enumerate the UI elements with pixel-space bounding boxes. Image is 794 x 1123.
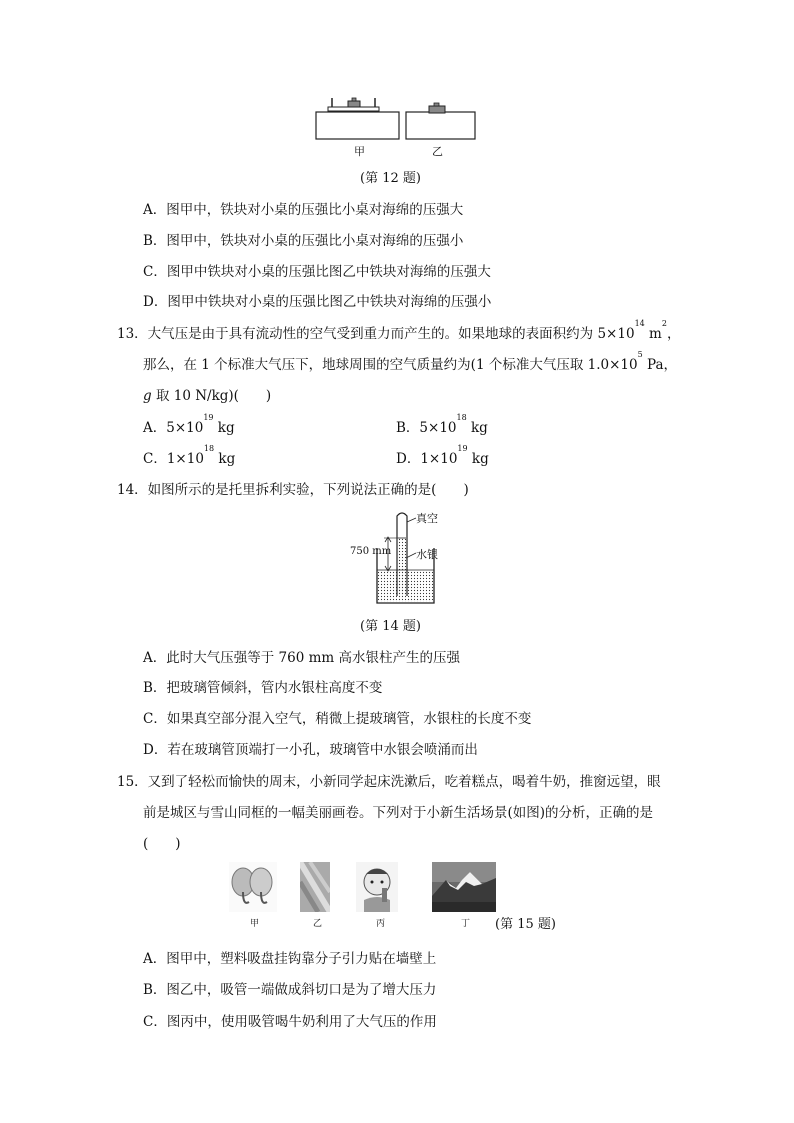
q14-option-a: A．此时大气压强等于 760 mm 高水银柱产生的压强 bbox=[143, 650, 460, 666]
fig12-diagram bbox=[310, 94, 480, 144]
fig15-label-ding: 丁 bbox=[461, 919, 471, 929]
fig15-suction-hook-image bbox=[229, 862, 277, 912]
q13-option-d: D．$1\times 10^{19}$ kg bbox=[396, 444, 489, 467]
q14-stem: 14．如图所示的是托里拆利实验，下列说法正确的是( ) bbox=[117, 482, 469, 498]
fig12-caption: (第 12 题) bbox=[360, 171, 421, 186]
table-top bbox=[328, 107, 379, 111]
iron-block-b bbox=[429, 106, 445, 113]
q14-option-d: D．若在玻璃管顶端打一小孔，玻璃管中水银会喷涌而出 bbox=[143, 742, 478, 758]
fig15-snow-mountain-image bbox=[432, 862, 496, 912]
q15-option-b: B．图乙中，吸管一端做成斜切口是为了增大压力 bbox=[143, 982, 437, 998]
q15-stem-line1: 15．又到了轻松而愉快的周末，小新同学起床洗漱后，吃着糕点，喝着牛奶，推窗远望，眼 bbox=[117, 774, 661, 790]
fig15-straw-image bbox=[300, 862, 330, 912]
q12-option-d: D．图甲中铁块对小桌的压强比图乙中铁块对海绵的压强小 bbox=[143, 294, 492, 310]
fig15-label-yi: 乙 bbox=[313, 919, 323, 929]
q15-option-c: C．图丙中，使用吸管喝牛奶利用了大气压的作用 bbox=[143, 1014, 437, 1030]
q13-stem-line2: 那么，在 1 个标准大气压下，地球周围的空气质量约为(1 个标准大气压取 $1.0\times 10^5$ Pa， bbox=[143, 350, 677, 373]
fig14-label-vacuum: 真空 bbox=[416, 512, 438, 525]
fig14-label-height: 750 mm bbox=[350, 546, 392, 557]
fig14-caption: (第 14 题) bbox=[360, 619, 421, 634]
fig15-label-jia: 甲 bbox=[250, 919, 260, 929]
q12-option-c: C．图甲中铁块对小桌的压强比图乙中铁块对海绵的压强大 bbox=[143, 264, 491, 280]
fig15-label-bing: 丙 bbox=[376, 919, 386, 929]
q13-stem-line1: 13．大气压是由于具有流动性的空气受到重力而产生的。如果地球的表面积约为 $5\times 10^{14}$ $m^2$， bbox=[117, 319, 681, 342]
q12-option-a: A．图甲中，铁块对小桌的压强比小桌对海绵的压强大 bbox=[143, 202, 464, 218]
q13-option-b: B．$5\times 10^{18}$ kg bbox=[396, 413, 488, 436]
sponge-b bbox=[406, 112, 475, 139]
q12-option-b: B．图甲中，铁块对小桌的压强比小桌对海绵的压强小 bbox=[143, 233, 464, 249]
q15-stem-line2: 前是城区与雪山同框的一幅美丽画卷。下列对于小新生活场景(如图)的分析，正确的是 bbox=[143, 805, 654, 821]
sponge-a bbox=[316, 112, 399, 139]
q13-option-a: A．$5\times 10^{19}$ kg bbox=[143, 413, 235, 436]
q15-option-a: A．图甲中，塑料吸盘挂钩靠分子引力贴在墙壁上 bbox=[143, 951, 437, 967]
q14-option-c: C．如果真空部分混入空气，稍微上提玻璃管，水银柱的长度不变 bbox=[143, 711, 532, 727]
q14-option-b: B．把玻璃管倾斜，管内水银柱高度不变 bbox=[143, 680, 383, 696]
fig15-caption: (第 15 题) bbox=[495, 917, 556, 932]
iron-block-a bbox=[348, 101, 360, 107]
fig15-drinking-milk-image bbox=[356, 862, 398, 912]
fig12-label-a: 甲 bbox=[354, 145, 365, 158]
q15-stem-line3: ( ) bbox=[143, 836, 181, 852]
fig14-label-mercury: 水银 bbox=[416, 548, 438, 561]
fig12-label-b: 乙 bbox=[432, 145, 443, 158]
q13-option-c: C．$1\times 10^{18}$ kg bbox=[143, 444, 236, 467]
q13-stem-line3: g 取 10 N/kg)( ) bbox=[143, 388, 272, 404]
